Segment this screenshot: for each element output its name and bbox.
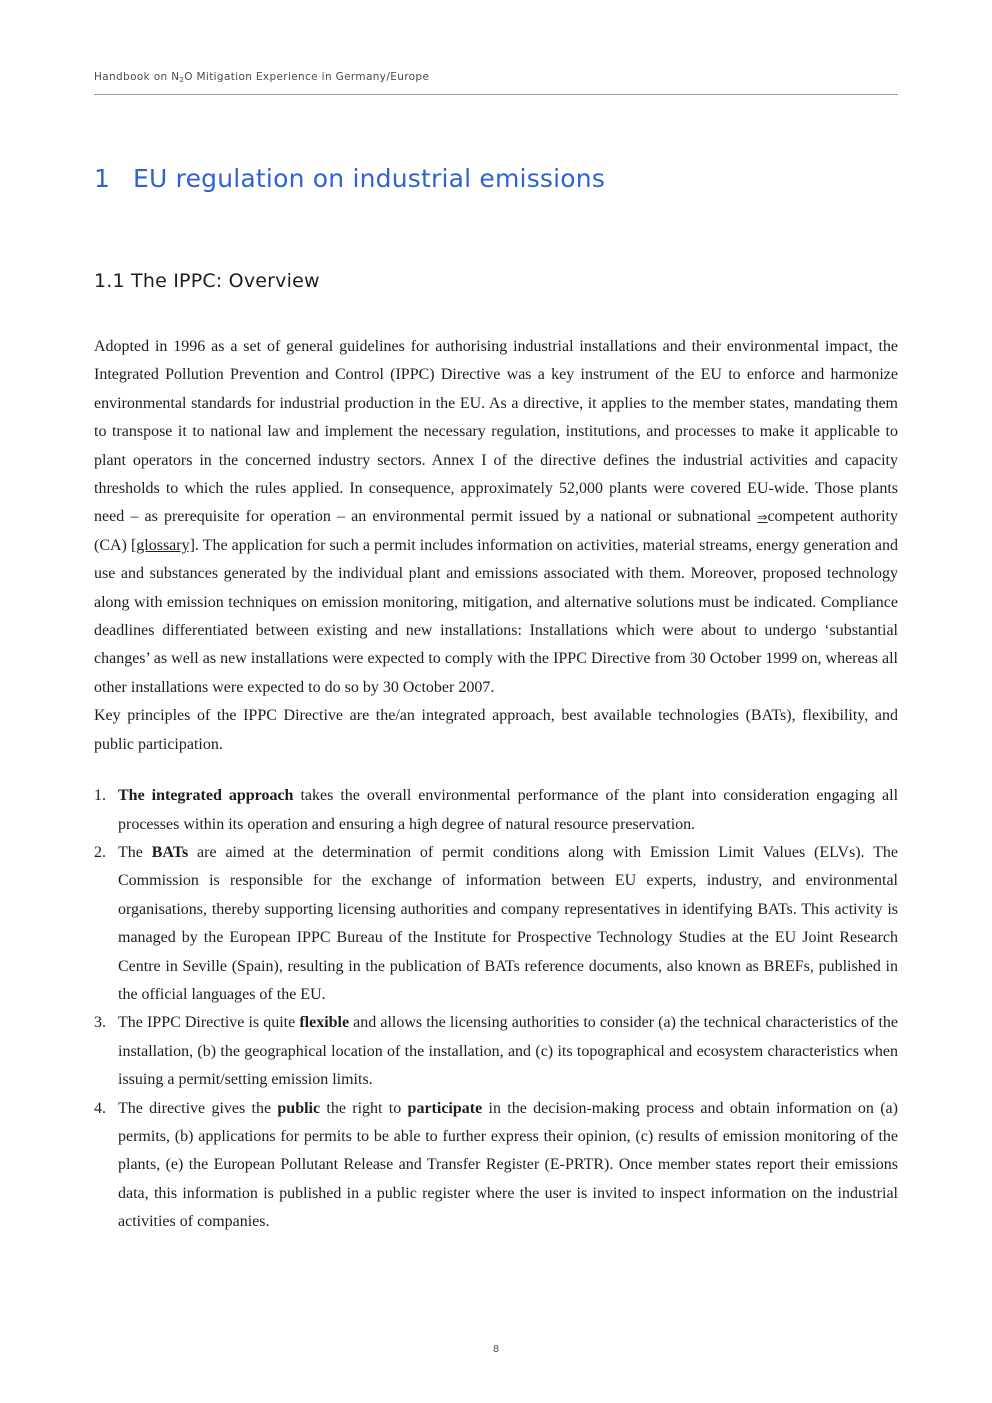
list-item-number: 2. bbox=[94, 843, 106, 861]
list-item-keyword: public bbox=[277, 1099, 321, 1117]
list-item-body: are aimed at the determination of permit conditions along with Emission Limit Values (ELVs). The Commission is responsible for the exchange of information between EU experts, industry, and environmental organisations, thereby supporting licensing authorities and company representatives in identifying BATs. This activity is managed by the European IPPC Bureau of the Institute for Prospective Technology Studies at the EU Joint Research Centre in Seville (Spain), resulting in the publication of BATs reference documents, also known as BREFs, published in the official languages of the EU. bbox=[118, 843, 898, 1003]
paragraph-text: (CA) bbox=[94, 536, 131, 554]
list-item-lead: The directive gives the bbox=[118, 1099, 278, 1117]
list-item-body: the right to bbox=[320, 1099, 408, 1117]
chapter-title-text: EU regulation on industrial emissions bbox=[133, 164, 606, 193]
competent-authority-term[interactable]: competent authority bbox=[767, 508, 898, 526]
paragraph-intro bbox=[94, 333, 898, 702]
list-item-number: 3. bbox=[94, 1014, 106, 1032]
list-item-lead: The bbox=[118, 843, 152, 861]
chapter-title bbox=[94, 164, 605, 193]
list-item-body: and allows the licensing authorities to consider (a) the technical characteristics of the installation, (b) the geographical location of the installation, and (c) its topographical and ecosystem characteristics when issuing a permit/setting emission limits. bbox=[118, 1014, 899, 1089]
list-item-keyword-2: participate bbox=[407, 1099, 483, 1117]
principles-list bbox=[94, 782, 898, 1237]
list-item-number: 1. bbox=[94, 787, 106, 805]
cross-reference-arrow-icon: ⇒ bbox=[757, 510, 768, 525]
list-item-tail: in the decision-making process and obtain information on (a) permits, (b) applications for permits to be able to further express their opinion, (c) results of emission monitoring of the plants, (e) the European Pollutant Release and Transfer Register (E-PRTR). Once member states report their emissions data, this information is published in a public register where the user is invited to inspect information on the industrial activities of companies. bbox=[118, 1099, 898, 1231]
paragraph-text: Adopted in 1996 as a set of general guidelines for authorising industrial installations and their environmental impact, the Integrated Pollution Prevention and Control (IPPC) Directive was a key instrument of the EU to enforce and harmonize environmental standards for industrial production in the EU. As a directive, it applies to the member states, mandating them to transpose it to national law and implement the necessary regulation, institutions, and processes to make it applicable to plant operators in the concerned industry sectors. Annex I of the directive defines the industrial activities and capacity thresholds to which the rules applied. In consequence, approximately 52,000 plants were covered EU-wide. Those plants need – as prerequisite for operation – an environmental permit issued by a national or subnational bbox=[94, 338, 898, 526]
list-item-lead: The IPPC Directive is quite bbox=[118, 1014, 300, 1032]
paragraph-text: . The application for such a permit includes information on activities, material streams, energy generation and use and substances generated by the individual plant and emissions associated with them. Moreover, proposed technology along with emission techniques on emission monitoring, mitigation, and alternative solutions must be indicated. Compliance deadlines differentiated between existing and new installations: Installations which were about to undergo ‘substantial changes’ as well as new installations were expected to comply with the IPPC Directive from 30 October 1999 on, whereas all other installations were expected to do so by 30 October 2007. bbox=[94, 536, 898, 696]
section-title: 1.1 The IPPC: Overview bbox=[94, 270, 320, 292]
list-item bbox=[94, 1095, 898, 1237]
list-item-text bbox=[118, 1009, 898, 1094]
list-item bbox=[94, 839, 898, 1009]
list-item-text bbox=[118, 782, 898, 839]
chapter-number: 1 bbox=[94, 164, 111, 193]
header-divider bbox=[94, 94, 898, 95]
list-item-text bbox=[118, 839, 898, 1009]
list-item bbox=[94, 782, 898, 839]
list-item-body: takes the overall environmental performance of the plant into consideration engaging all processes within its operation and ensuring a high degree of natural resource preservation. bbox=[118, 787, 899, 833]
list-item-keyword: The integrated approach bbox=[118, 787, 294, 805]
running-header-subscript: 2 bbox=[179, 76, 185, 84]
glossary-link[interactable]: [glossary] bbox=[130, 536, 195, 554]
list-item-number: 4. bbox=[94, 1099, 106, 1117]
running-header bbox=[94, 71, 429, 84]
list-item bbox=[94, 1009, 898, 1094]
running-header-text-end: O Mitigation Experience in Germany/Europe bbox=[184, 71, 430, 83]
list-item-keyword: BATs bbox=[151, 843, 189, 861]
list-item-text bbox=[118, 1095, 898, 1237]
paragraph-key-principles: Key principles of the IPPC Directive are the/an integrated approach, best available technologies (BATs), flexibility, and public participation. bbox=[94, 707, 898, 753]
body-text bbox=[94, 333, 898, 1237]
list-item-keyword: flexible bbox=[299, 1014, 350, 1032]
page-number: 8 bbox=[492, 1344, 500, 1355]
running-header-text: Handbook on N bbox=[94, 71, 180, 83]
